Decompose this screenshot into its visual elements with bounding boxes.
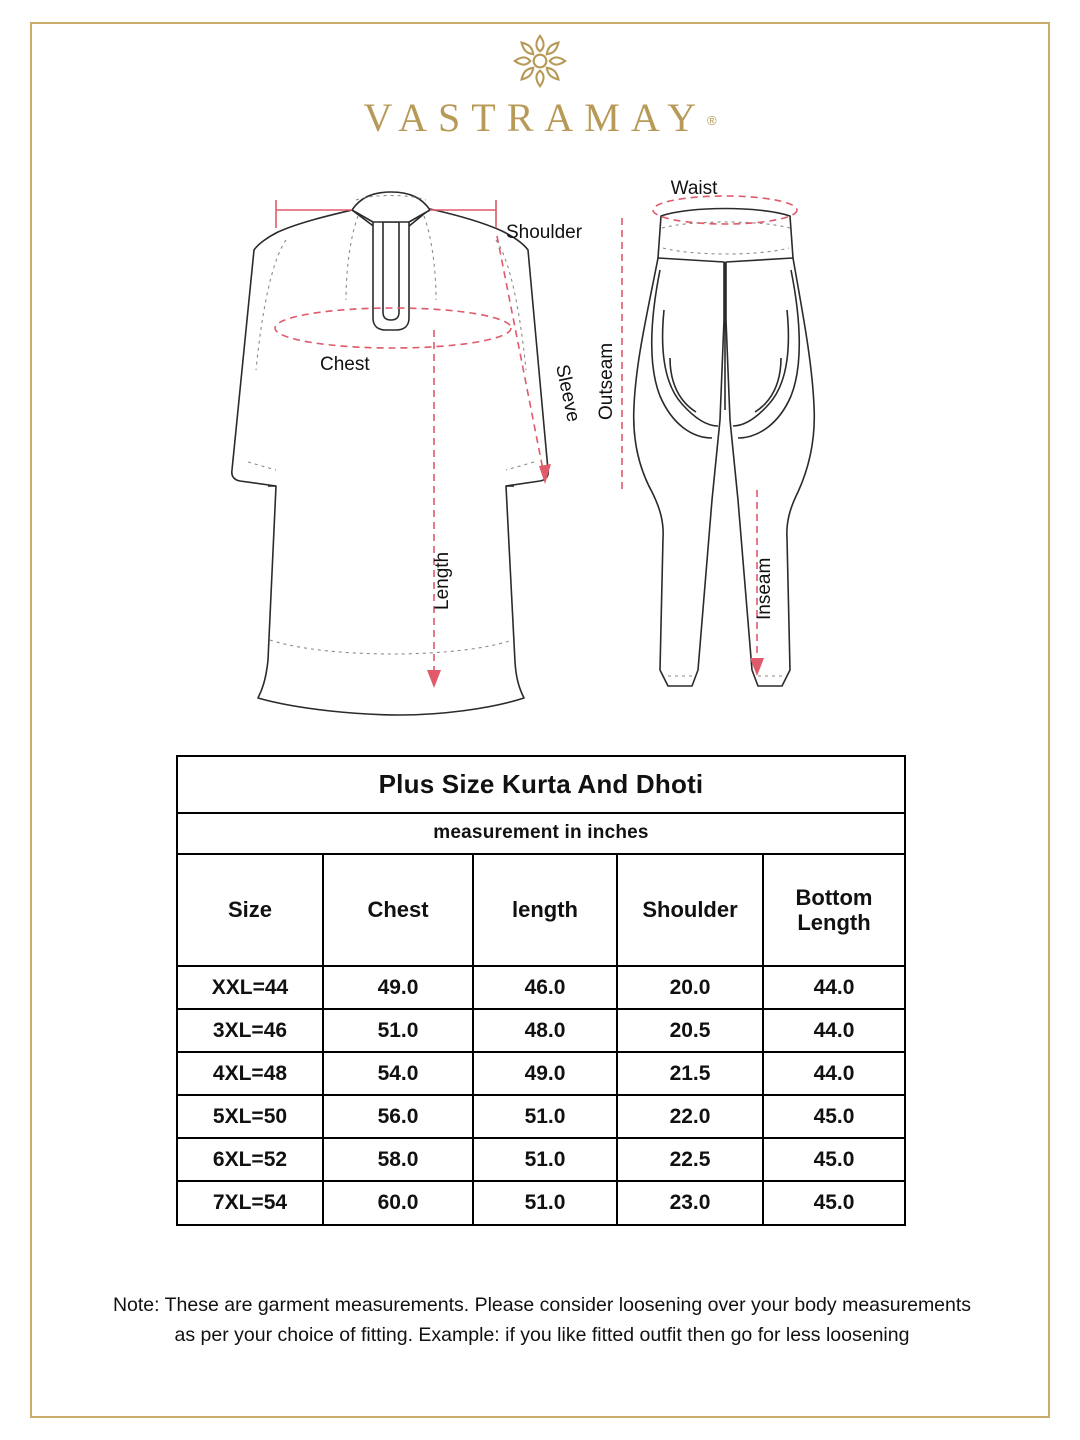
- table-row: [177, 966, 905, 1009]
- table-header-row: [177, 854, 905, 966]
- cell-length: 46.0: [473, 966, 617, 1009]
- brand-name: VASTRAMAY: [363, 95, 707, 140]
- header-bottom-line2: Length: [797, 910, 871, 935]
- cell-bottom-length: 44.0: [763, 1009, 905, 1052]
- cell-chest: 56.0: [323, 1095, 473, 1138]
- table-row: [177, 1138, 905, 1181]
- cell-bottom-length: 45.0: [763, 1138, 905, 1181]
- label-waist: Waist: [670, 178, 718, 199]
- table-title-row: [177, 756, 905, 813]
- cell-length: 51.0: [473, 1138, 617, 1181]
- size-table-wrapper: [176, 755, 904, 1226]
- table-subtitle-row: [177, 813, 905, 854]
- brand-header: [0, 30, 1080, 141]
- cell-shoulder: 20.5: [617, 1009, 763, 1052]
- size-table: [176, 755, 906, 1226]
- header-size: Size: [177, 854, 323, 966]
- cell-length: 51.0: [473, 1095, 617, 1138]
- label-outseam: Outseam: [596, 342, 617, 420]
- note-line-1: Note: These are garment measurements. Please consider loosening over your body measurements: [112, 1294, 972, 1316]
- measurement-note: [52, 1290, 1032, 1350]
- label-inseam: Inseam: [754, 557, 775, 620]
- registered-mark: ®: [706, 113, 717, 128]
- note-line-2: as per your choice of fitting. Example: if you like fitted outfit then go for less loosening: [174, 1324, 910, 1347]
- floral-star-icon: [509, 30, 571, 92]
- label-chest: Chest: [320, 354, 370, 375]
- table-row: [177, 1009, 905, 1052]
- table-row: [177, 1181, 905, 1224]
- garment-illustration: [0, 170, 1080, 730]
- cell-shoulder: 23.0: [617, 1181, 763, 1224]
- header-chest: Chest: [323, 854, 473, 966]
- cell-bottom-length: 44.0: [763, 1052, 905, 1095]
- label-shoulder: Shoulder: [506, 222, 583, 243]
- cell-size: 5XL=50: [177, 1095, 323, 1138]
- table-title: Plus Size Kurta And Dhoti: [177, 756, 905, 813]
- cell-shoulder: 21.5: [617, 1052, 763, 1095]
- cell-chest: 51.0: [323, 1009, 473, 1052]
- cell-chest: 58.0: [323, 1138, 473, 1181]
- header-length: length: [473, 854, 617, 966]
- header-shoulder: Shoulder: [617, 854, 763, 966]
- cell-length: 48.0: [473, 1009, 617, 1052]
- dhoti-outline-icon: [634, 209, 815, 687]
- cell-chest: 54.0: [323, 1052, 473, 1095]
- table-row: [177, 1095, 905, 1138]
- cell-size: 4XL=48: [177, 1052, 323, 1095]
- cell-size: 3XL=46: [177, 1009, 323, 1052]
- cell-size: XXL=44: [177, 966, 323, 1009]
- cell-length: 49.0: [473, 1052, 617, 1095]
- cell-shoulder: 20.0: [617, 966, 763, 1009]
- cell-size: 7XL=54: [177, 1181, 323, 1224]
- table-row: [177, 1052, 905, 1095]
- kurta-outline-icon: [232, 192, 548, 715]
- cell-chest: 49.0: [323, 966, 473, 1009]
- label-sleeve: Sleeve: [551, 362, 584, 424]
- header-bottom-line1: Bottom: [795, 884, 873, 910]
- cell-chest: 60.0: [323, 1181, 473, 1224]
- cell-size: 6XL=52: [177, 1138, 323, 1181]
- cell-shoulder: 22.0: [617, 1095, 763, 1138]
- cell-length: 51.0: [473, 1181, 617, 1224]
- table-subtitle: measurement in inches: [177, 813, 905, 854]
- header-bottom-length: [763, 854, 905, 966]
- cell-bottom-length: 44.0: [763, 966, 905, 1009]
- cell-shoulder: 22.5: [617, 1138, 763, 1181]
- cell-bottom-length: 45.0: [763, 1181, 905, 1224]
- cell-bottom-length: 45.0: [763, 1095, 905, 1138]
- label-length: Length: [432, 551, 453, 610]
